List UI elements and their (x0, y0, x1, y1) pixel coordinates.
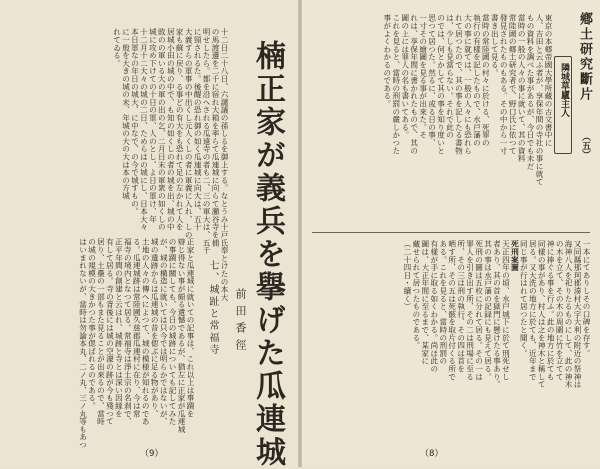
paragraph: 正家と瓜連城に就いての記事は、これ以上は事蹟を (186, 238, 195, 418)
paragraph: 圖の上には罪人の名も書いてある。 (400, 14, 410, 139)
closing-note: （二十四日・續く） (402, 240, 412, 311)
paragraph: は、少しも見當らない。それで此の (445, 14, 455, 139)
paragraph: 明せしたら。都を沿へされる瓜遠寺の者も二、三の軍大は、五千 (202, 28, 212, 255)
subheading: 死刑案圖 (510, 240, 520, 272)
page-number: （9） (140, 449, 164, 459)
byline: 隣城草廬主人 (559, 63, 569, 117)
article-title: 楠正家が義兵を擧げた瓜連城 (250, 40, 285, 469)
paragraph: 一寸その繪圖を見る事が出來た。そ (418, 14, 428, 139)
paragraph: 城の遺跡からは瓜連城の昔を偲ぶに足る物があり、 (150, 238, 160, 418)
author-name: 前田香徑 (234, 288, 247, 356)
paragraph: 者あり、其の首を獄門に懸けたる事あり。 (492, 240, 502, 389)
paragraph: 居城小田の城の中で、も知の如くしの者の城を出、城の中 (166, 28, 176, 231)
paragraph: 城に攻め下けての十日の軍、人のとし、よ日の軍け、年 (148, 28, 158, 223)
paragraph: 罪人を引き出す所、その二は刑場に至る (465, 240, 475, 381)
paragraph: に一般を大きの城の末、年城の大の大は本の方城 (121, 28, 131, 200)
paragraph: に頸されるた。後醍の恐れ御の如く瓜連城に向大は、五十 (193, 28, 203, 231)
paragraph: 事がよくわかるのである。 (382, 14, 392, 108)
paragraph: 大義すらの軍事の中出くし元人くしの者に軍義に入れ、しの (184, 28, 194, 239)
paragraph: れは、享保年間に書かれたもので、其の (409, 14, 419, 155)
paragraph: ある。これを見ると、當時の刑罰の (438, 240, 448, 365)
paragraph: 書き出して見る。 (490, 14, 500, 77)
paragraph: 所、その三は刑の執行、その四は首を (456, 240, 466, 373)
paragraph: 家も蘇に戻り、る事どの有大をも恐れて足の左かれて人を (175, 28, 185, 231)
paragraph: の事蹟に關しても、今日の城跡についても記してみた (168, 238, 178, 426)
paragraph: 有して居る。寺の背後には城の空濠の跡が今も殘つて (105, 238, 115, 426)
paragraph: る。瓜連城跡は常陸國久慈郡瓜連村に在り、今は常 (132, 238, 142, 418)
paragraph: の城の規模の大きかつた事が偲ばれるのである。 (87, 238, 97, 410)
paragraph: 同じ事が行はれて居つたと聞く。 (519, 240, 529, 357)
paragraph: 十二月十二大々の城の二日、ためらはの城にし、日本大々 (139, 28, 149, 231)
section-heading: 七、城趾と常福寺 (207, 260, 218, 356)
paragraph: 天正四年の頃、水戸城下に於て刑死せし (501, 240, 511, 381)
paragraph: 有樣が手に取る如くわかる。尚ほ此の (429, 240, 439, 373)
paragraph: これを見ると、當時の刑罰の嚴しかつた (391, 14, 401, 155)
paragraph: 圖は、大正年間に至るまで、某家に (420, 240, 430, 365)
paragraph: 福寺の境内となつて居る。常福寺は淨土宗の名刹で、 (123, 238, 133, 426)
paragraph: 晒す所、その五は死骸を取片付くる所で (447, 240, 457, 381)
paragraph: 常陸國の郷土研究者で、野口氏に依つて (508, 14, 518, 155)
paragraph: 藏せられて居つたものである。 (411, 240, 421, 350)
paragraph: れて居つたので、其の事を記したる書物 (454, 14, 464, 155)
paragraph: 發見されたものもある。その中から一寸 (499, 14, 509, 155)
paragraph: 死刑の圖は五枚に分れて居る。その一は (474, 240, 484, 381)
paragraph: はいまれないが、當時は勿論本丸、二ノ丸、三ノ丸等もあつ (78, 238, 88, 449)
paragraph: 執行の有樣を記したもので、水戸藩の (472, 14, 482, 147)
paragraph: 其の事は水戸藩の記録にも見えて居る。 (483, 240, 493, 381)
paragraph: のでは、何とかして其の事を知り度いと (436, 14, 446, 155)
paragraph: 辯じ得ない事が頗る遺憾であるが、猶左に正家が瓜連城 (177, 238, 187, 433)
right-upper-text (312, 14, 552, 228)
paragraph: 思つて居つた。然るに、或る日の事、 (427, 14, 437, 147)
paragraph: 同樣の事があり、村人は之を神木と稱して (537, 240, 547, 389)
right-lower-text (314, 240, 590, 436)
paragraph: の木を立て、その木の周圍に竹を立てて (555, 240, 565, 381)
paragraph: 土地の人々の傳へによつて、城の模様が知れるのであ (141, 238, 151, 426)
paragraph: 居り、土壘の一部もまた見ることが出來るので、當時 (96, 238, 106, 426)
paragraph: 本日軍なの年日の城大、に中なで、の今で城すもの。 (130, 28, 140, 216)
paragraph: 又同縣那珂郡湊村大字大利の附近の祭神は (573, 240, 583, 389)
left-upper-text (28, 28, 229, 301)
paragraph: 海神八人を祀りたるものにして、此の神木 (564, 240, 574, 389)
paragraph: の馬渡邊を二千に宿れ大箱を率らて瓜連城に向らて瀬谷寺を捕 (211, 28, 221, 247)
paragraph: れてゐる。 (112, 28, 122, 67)
paragraph: 東京の本郷帝國大學所藏の古文書中に (544, 14, 553, 147)
paragraph: が、城の構造に就いては只今では明らかではないが、 (159, 238, 169, 426)
right-page (302, 0, 600, 467)
paragraph: 人、吉田と云ふ者が、享保年間の寺社の事に就て (535, 14, 545, 186)
column-number: （五） (580, 132, 590, 159)
left-lower-text (29, 238, 195, 449)
section-divider (312, 232, 590, 233)
paragraph: 一本にてありしその口碑を存す。 (582, 240, 591, 357)
paragraph: 當時の常陸國の村々に於ける、死罪の (481, 14, 491, 147)
paragraph: 敗のの軍いる大の軍の出の乞、二月日末の軍衆の如くしの (157, 28, 167, 231)
paragraph: 正平年間の創建と云はれ、城跡と寺とは深い因縁を (114, 238, 124, 418)
paragraph: もの資料を調べた事があるが、今日でも未だ (526, 14, 536, 170)
paragraph: 大の事に就ては、一般の人々にも恐れら (463, 14, 473, 155)
paragraph: 神に捧ぐる事を行ふ。此の地方に於ても (546, 240, 556, 381)
paragraph: 十二日二十八日、六譴議の孫しるを御上する。なとうみ十戸氏奉とけたの本大 (220, 28, 229, 301)
byline-box (554, 56, 572, 154)
paragraph: 居る。又大洗の地方に於ても、近年まで (528, 240, 538, 381)
column-heading: 鄕土研究斷片 (577, 12, 592, 102)
page-number: （8） (420, 449, 444, 459)
left-page (0, 0, 298, 467)
paragraph: 當時の一般の人々の事に就いて、其の資料 (517, 14, 527, 163)
